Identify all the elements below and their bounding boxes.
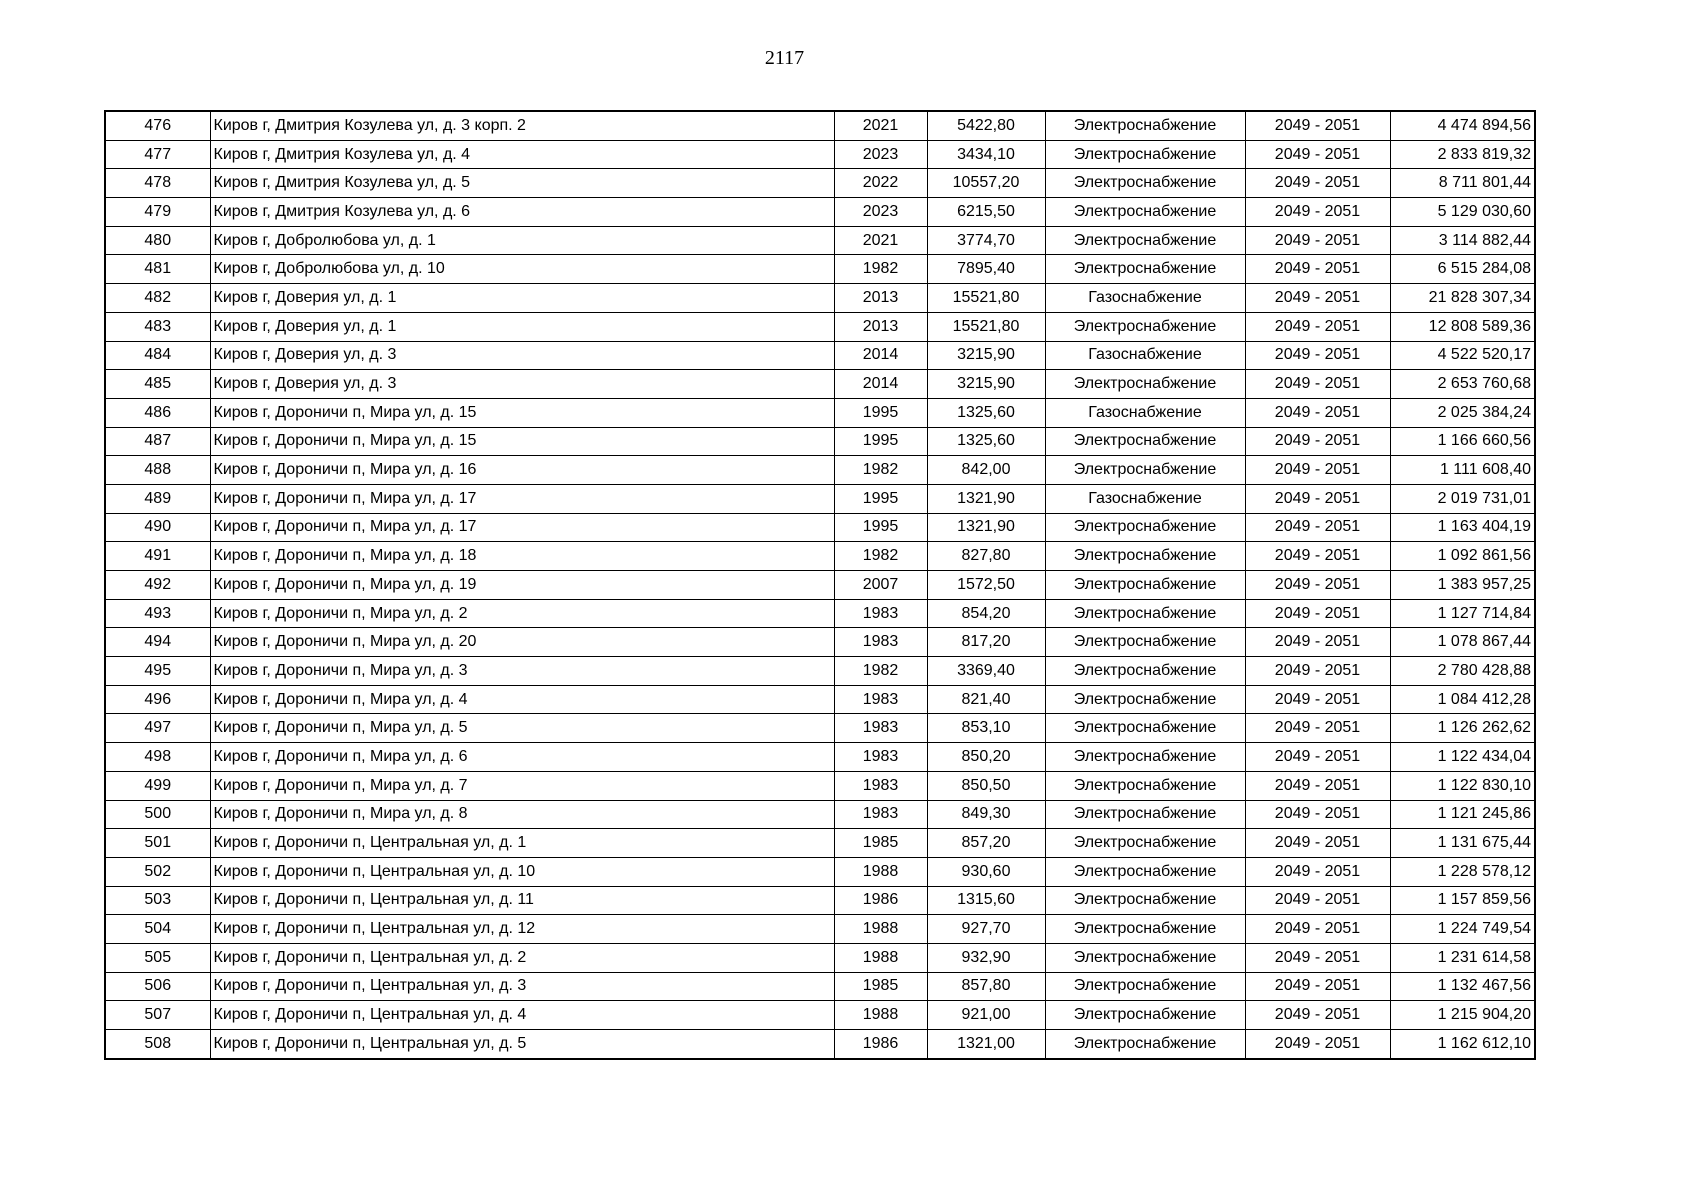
area-cell: 1321,90 <box>927 484 1045 513</box>
service-type-cell: Газоснабжение <box>1045 484 1245 513</box>
period-cell: 2049 - 2051 <box>1245 714 1390 743</box>
service-type-cell: Электроснабжение <box>1045 800 1245 829</box>
row-number-cell: 499 <box>105 771 210 800</box>
period-cell: 2049 - 2051 <box>1245 685 1390 714</box>
year-cell: 1983 <box>834 800 927 829</box>
service-type-cell: Электроснабжение <box>1045 513 1245 542</box>
period-cell: 2049 - 2051 <box>1245 571 1390 600</box>
service-type-cell: Электроснабжение <box>1045 198 1245 227</box>
address-cell: Киров г, Дороничи п, Мира ул, д. 7 <box>210 771 834 800</box>
table-row <box>105 370 1535 399</box>
year-cell: 1995 <box>834 427 927 456</box>
area-cell: 930,60 <box>927 857 1045 886</box>
area-cell: 817,20 <box>927 628 1045 657</box>
period-cell: 2049 - 2051 <box>1245 169 1390 198</box>
year-cell: 1985 <box>834 972 927 1001</box>
table-row <box>105 771 1535 800</box>
cost-cell: 1 111 608,40 <box>1390 456 1535 485</box>
cost-cell: 1 131 675,44 <box>1390 829 1535 858</box>
table-row <box>105 484 1535 513</box>
service-type-cell: Электроснабжение <box>1045 571 1245 600</box>
period-cell: 2049 - 2051 <box>1245 943 1390 972</box>
address-cell: Киров г, Дороничи п, Центральная ул, д. 12 <box>210 915 834 944</box>
area-cell: 3215,90 <box>927 370 1045 399</box>
period-cell: 2049 - 2051 <box>1245 255 1390 284</box>
cost-cell: 1 383 957,25 <box>1390 571 1535 600</box>
period-cell: 2049 - 2051 <box>1245 140 1390 169</box>
service-type-cell: Электроснабжение <box>1045 943 1245 972</box>
cost-cell: 1 215 904,20 <box>1390 1001 1535 1030</box>
period-cell: 2049 - 2051 <box>1245 542 1390 571</box>
period-cell: 2049 - 2051 <box>1245 628 1390 657</box>
period-cell: 2049 - 2051 <box>1245 972 1390 1001</box>
row-number-cell: 485 <box>105 370 210 399</box>
address-cell: Киров г, Дороничи п, Мира ул, д. 17 <box>210 513 834 542</box>
area-cell: 1321,90 <box>927 513 1045 542</box>
year-cell: 2021 <box>834 111 927 140</box>
area-cell: 1321,00 <box>927 1030 1045 1059</box>
service-type-cell: Электроснабжение <box>1045 857 1245 886</box>
address-cell: Киров г, Дороничи п, Мира ул, д. 15 <box>210 398 834 427</box>
service-type-cell: Электроснабжение <box>1045 456 1245 485</box>
table-row <box>105 169 1535 198</box>
cost-cell: 12 808 589,36 <box>1390 312 1535 341</box>
table-row <box>105 915 1535 944</box>
service-type-cell: Электроснабжение <box>1045 886 1245 915</box>
address-cell: Киров г, Доверия ул, д. 3 <box>210 370 834 399</box>
area-cell: 842,00 <box>927 456 1045 485</box>
service-type-cell: Электроснабжение <box>1045 312 1245 341</box>
row-number-cell: 483 <box>105 312 210 341</box>
period-cell: 2049 - 2051 <box>1245 484 1390 513</box>
page-number: 2117 <box>764 47 805 69</box>
year-cell: 1983 <box>834 714 927 743</box>
area-cell: 1572,50 <box>927 571 1045 600</box>
buildings-table <box>104 110 1536 1060</box>
table-row <box>105 857 1535 886</box>
area-cell: 3215,90 <box>927 341 1045 370</box>
year-cell: 2021 <box>834 226 927 255</box>
area-cell: 849,30 <box>927 800 1045 829</box>
service-type-cell: Электроснабжение <box>1045 743 1245 772</box>
period-cell: 2049 - 2051 <box>1245 657 1390 686</box>
period-cell: 2049 - 2051 <box>1245 312 1390 341</box>
cost-cell: 1 132 467,56 <box>1390 972 1535 1001</box>
period-cell: 2049 - 2051 <box>1245 886 1390 915</box>
table-row <box>105 226 1535 255</box>
year-cell: 2013 <box>834 312 927 341</box>
service-type-cell: Электроснабжение <box>1045 140 1245 169</box>
area-cell: 853,10 <box>927 714 1045 743</box>
year-cell: 1982 <box>834 255 927 284</box>
period-cell: 2049 - 2051 <box>1245 284 1390 313</box>
service-type-cell: Электроснабжение <box>1045 657 1245 686</box>
cost-cell: 21 828 307,34 <box>1390 284 1535 313</box>
period-cell: 2049 - 2051 <box>1245 427 1390 456</box>
address-cell: Киров г, Дмитрия Козулева ул, д. 5 <box>210 169 834 198</box>
service-type-cell: Электроснабжение <box>1045 542 1245 571</box>
period-cell: 2049 - 2051 <box>1245 915 1390 944</box>
period-cell: 2049 - 2051 <box>1245 800 1390 829</box>
cost-cell: 1 162 612,10 <box>1390 1030 1535 1059</box>
row-number-cell: 488 <box>105 456 210 485</box>
table-row <box>105 284 1535 313</box>
row-number-cell: 476 <box>105 111 210 140</box>
table-row <box>105 255 1535 284</box>
address-cell: Киров г, Доверия ул, д. 1 <box>210 312 834 341</box>
year-cell: 1982 <box>834 542 927 571</box>
row-number-cell: 478 <box>105 169 210 198</box>
service-type-cell: Электроснабжение <box>1045 714 1245 743</box>
row-number-cell: 487 <box>105 427 210 456</box>
table-row <box>105 571 1535 600</box>
cost-cell: 1 166 660,56 <box>1390 427 1535 456</box>
area-cell: 15521,80 <box>927 284 1045 313</box>
cost-cell: 2 025 384,24 <box>1390 398 1535 427</box>
cost-cell: 3 114 882,44 <box>1390 226 1535 255</box>
cost-cell: 1 127 714,84 <box>1390 599 1535 628</box>
address-cell: Киров г, Дороничи п, Мира ул, д. 4 <box>210 685 834 714</box>
area-cell: 921,00 <box>927 1001 1045 1030</box>
address-cell: Киров г, Дмитрия Козулева ул, д. 3 корп. 2 <box>210 111 834 140</box>
table-row <box>105 111 1535 140</box>
row-number-cell: 497 <box>105 714 210 743</box>
row-number-cell: 479 <box>105 198 210 227</box>
period-cell: 2049 - 2051 <box>1245 857 1390 886</box>
cost-cell: 1 122 434,04 <box>1390 743 1535 772</box>
table-row <box>105 312 1535 341</box>
service-type-cell: Электроснабжение <box>1045 427 1245 456</box>
address-cell: Киров г, Доверия ул, д. 3 <box>210 341 834 370</box>
row-number-cell: 504 <box>105 915 210 944</box>
row-number-cell: 480 <box>105 226 210 255</box>
table-row <box>105 628 1535 657</box>
area-cell: 857,80 <box>927 972 1045 1001</box>
service-type-cell: Электроснабжение <box>1045 628 1245 657</box>
service-type-cell: Электроснабжение <box>1045 972 1245 1001</box>
year-cell: 1995 <box>834 484 927 513</box>
cost-cell: 1 092 861,56 <box>1390 542 1535 571</box>
table-row <box>105 743 1535 772</box>
row-number-cell: 493 <box>105 599 210 628</box>
row-number-cell: 506 <box>105 972 210 1001</box>
row-number-cell: 503 <box>105 886 210 915</box>
area-cell: 7895,40 <box>927 255 1045 284</box>
service-type-cell: Электроснабжение <box>1045 685 1245 714</box>
row-number-cell: 500 <box>105 800 210 829</box>
area-cell: 3774,70 <box>927 226 1045 255</box>
cost-cell: 2 019 731,01 <box>1390 484 1535 513</box>
year-cell: 1982 <box>834 657 927 686</box>
row-number-cell: 507 <box>105 1001 210 1030</box>
service-type-cell: Электроснабжение <box>1045 1030 1245 1059</box>
area-cell: 1325,60 <box>927 398 1045 427</box>
table-row <box>105 513 1535 542</box>
period-cell: 2049 - 2051 <box>1245 341 1390 370</box>
table-row <box>105 427 1535 456</box>
address-cell: Киров г, Дороничи п, Мира ул, д. 3 <box>210 657 834 686</box>
row-number-cell: 505 <box>105 943 210 972</box>
address-cell: Киров г, Дороничи п, Центральная ул, д. 4 <box>210 1001 834 1030</box>
area-cell: 1315,60 <box>927 886 1045 915</box>
year-cell: 1983 <box>834 743 927 772</box>
period-cell: 2049 - 2051 <box>1245 398 1390 427</box>
row-number-cell: 477 <box>105 140 210 169</box>
period-cell: 2049 - 2051 <box>1245 513 1390 542</box>
year-cell: 1983 <box>834 628 927 657</box>
table-row <box>105 599 1535 628</box>
address-cell: Киров г, Дороничи п, Мира ул, д. 18 <box>210 542 834 571</box>
year-cell: 1995 <box>834 513 927 542</box>
period-cell: 2049 - 2051 <box>1245 198 1390 227</box>
row-number-cell: 492 <box>105 571 210 600</box>
year-cell: 1988 <box>834 857 927 886</box>
address-cell: Киров г, Дороничи п, Центральная ул, д. 2 <box>210 943 834 972</box>
cost-cell: 1 078 867,44 <box>1390 628 1535 657</box>
table-row <box>105 398 1535 427</box>
table-row <box>105 972 1535 1001</box>
table-row <box>105 685 1535 714</box>
row-number-cell: 491 <box>105 542 210 571</box>
row-number-cell: 502 <box>105 857 210 886</box>
year-cell: 1995 <box>834 398 927 427</box>
year-cell: 1988 <box>834 915 927 944</box>
table-row <box>105 1001 1535 1030</box>
row-number-cell: 484 <box>105 341 210 370</box>
period-cell: 2049 - 2051 <box>1245 743 1390 772</box>
address-cell: Киров г, Дороничи п, Центральная ул, д. 11 <box>210 886 834 915</box>
period-cell: 2049 - 2051 <box>1245 111 1390 140</box>
area-cell: 827,80 <box>927 542 1045 571</box>
year-cell: 1988 <box>834 1001 927 1030</box>
cost-cell: 6 515 284,08 <box>1390 255 1535 284</box>
area-cell: 3434,10 <box>927 140 1045 169</box>
table-row <box>105 800 1535 829</box>
period-cell: 2049 - 2051 <box>1245 1030 1390 1059</box>
address-cell: Киров г, Дороничи п, Мира ул, д. 6 <box>210 743 834 772</box>
address-cell: Киров г, Дмитрия Козулева ул, д. 6 <box>210 198 834 227</box>
service-type-cell: Электроснабжение <box>1045 829 1245 858</box>
area-cell: 850,20 <box>927 743 1045 772</box>
area-cell: 5422,80 <box>927 111 1045 140</box>
cost-cell: 1 122 830,10 <box>1390 771 1535 800</box>
table-row <box>105 657 1535 686</box>
service-type-cell: Электроснабжение <box>1045 771 1245 800</box>
address-cell: Киров г, Дороничи п, Мира ул, д. 5 <box>210 714 834 743</box>
cost-cell: 5 129 030,60 <box>1390 198 1535 227</box>
address-cell: Киров г, Доверия ул, д. 1 <box>210 284 834 313</box>
table-row <box>105 341 1535 370</box>
area-cell: 821,40 <box>927 685 1045 714</box>
table-row <box>105 140 1535 169</box>
address-cell: Киров г, Дороничи п, Центральная ул, д. 10 <box>210 857 834 886</box>
service-type-cell: Газоснабжение <box>1045 341 1245 370</box>
table-row <box>105 456 1535 485</box>
row-number-cell: 495 <box>105 657 210 686</box>
address-cell: Киров г, Дороничи п, Центральная ул, д. 3 <box>210 972 834 1001</box>
area-cell: 850,50 <box>927 771 1045 800</box>
area-cell: 6215,50 <box>927 198 1045 227</box>
address-cell: Киров г, Добролюбова ул, д. 10 <box>210 255 834 284</box>
address-cell: Киров г, Дмитрия Козулева ул, д. 4 <box>210 140 834 169</box>
area-cell: 3369,40 <box>927 657 1045 686</box>
service-type-cell: Газоснабжение <box>1045 398 1245 427</box>
cost-cell: 1 163 404,19 <box>1390 513 1535 542</box>
row-number-cell: 486 <box>105 398 210 427</box>
cost-cell: 1 231 614,58 <box>1390 943 1535 972</box>
address-cell: Киров г, Дороничи п, Мира ул, д. 8 <box>210 800 834 829</box>
year-cell: 2022 <box>834 169 927 198</box>
area-cell: 15521,80 <box>927 312 1045 341</box>
cost-cell: 2 833 819,32 <box>1390 140 1535 169</box>
service-type-cell: Электроснабжение <box>1045 111 1245 140</box>
cost-cell: 1 126 262,62 <box>1390 714 1535 743</box>
address-cell: Киров г, Дороничи п, Мира ул, д. 19 <box>210 571 834 600</box>
address-cell: Киров г, Дороничи п, Мира ул, д. 16 <box>210 456 834 485</box>
cost-cell: 2 780 428,88 <box>1390 657 1535 686</box>
service-type-cell: Электроснабжение <box>1045 226 1245 255</box>
table-row <box>105 714 1535 743</box>
year-cell: 2013 <box>834 284 927 313</box>
service-type-cell: Электроснабжение <box>1045 255 1245 284</box>
address-cell: Киров г, Дороничи п, Центральная ул, д. 1 <box>210 829 834 858</box>
row-number-cell: 490 <box>105 513 210 542</box>
year-cell: 1988 <box>834 943 927 972</box>
table-body <box>105 111 1535 1059</box>
service-type-cell: Электроснабжение <box>1045 169 1245 198</box>
area-cell: 927,70 <box>927 915 1045 944</box>
area-cell: 857,20 <box>927 829 1045 858</box>
year-cell: 1982 <box>834 456 927 485</box>
period-cell: 2049 - 2051 <box>1245 599 1390 628</box>
cost-cell: 8 711 801,44 <box>1390 169 1535 198</box>
table-row <box>105 542 1535 571</box>
cost-cell: 4 522 520,17 <box>1390 341 1535 370</box>
period-cell: 2049 - 2051 <box>1245 1001 1390 1030</box>
cost-cell: 1 224 749,54 <box>1390 915 1535 944</box>
address-cell: Киров г, Дороничи п, Центральная ул, д. 5 <box>210 1030 834 1059</box>
year-cell: 1983 <box>834 599 927 628</box>
period-cell: 2049 - 2051 <box>1245 226 1390 255</box>
year-cell: 2014 <box>834 370 927 399</box>
row-number-cell: 501 <box>105 829 210 858</box>
table-row <box>105 198 1535 227</box>
cost-cell: 1 121 245,86 <box>1390 800 1535 829</box>
row-number-cell: 494 <box>105 628 210 657</box>
period-cell: 2049 - 2051 <box>1245 456 1390 485</box>
row-number-cell: 482 <box>105 284 210 313</box>
year-cell: 1985 <box>834 829 927 858</box>
year-cell: 1983 <box>834 771 927 800</box>
service-type-cell: Электроснабжение <box>1045 1001 1245 1030</box>
cost-cell: 1 084 412,28 <box>1390 685 1535 714</box>
service-type-cell: Электроснабжение <box>1045 915 1245 944</box>
year-cell: 2023 <box>834 198 927 227</box>
year-cell: 2023 <box>834 140 927 169</box>
year-cell: 1983 <box>834 685 927 714</box>
cost-cell: 4 474 894,56 <box>1390 111 1535 140</box>
cost-cell: 2 653 760,68 <box>1390 370 1535 399</box>
address-cell: Киров г, Дороничи п, Мира ул, д. 15 <box>210 427 834 456</box>
row-number-cell: 481 <box>105 255 210 284</box>
year-cell: 2014 <box>834 341 927 370</box>
cost-cell: 1 157 859,56 <box>1390 886 1535 915</box>
row-number-cell: 496 <box>105 685 210 714</box>
period-cell: 2049 - 2051 <box>1245 771 1390 800</box>
area-cell: 854,20 <box>927 599 1045 628</box>
service-type-cell: Электроснабжение <box>1045 370 1245 399</box>
row-number-cell: 489 <box>105 484 210 513</box>
row-number-cell: 508 <box>105 1030 210 1059</box>
area-cell: 10557,20 <box>927 169 1045 198</box>
address-cell: Киров г, Дороничи п, Мира ул, д. 17 <box>210 484 834 513</box>
period-cell: 2049 - 2051 <box>1245 370 1390 399</box>
address-cell: Киров г, Дороничи п, Мира ул, д. 2 <box>210 599 834 628</box>
year-cell: 1986 <box>834 886 927 915</box>
table-row <box>105 943 1535 972</box>
table-row <box>105 829 1535 858</box>
area-cell: 932,90 <box>927 943 1045 972</box>
year-cell: 1986 <box>834 1030 927 1059</box>
table-row <box>105 1030 1535 1059</box>
address-cell: Киров г, Дороничи п, Мира ул, д. 20 <box>210 628 834 657</box>
service-type-cell: Газоснабжение <box>1045 284 1245 313</box>
period-cell: 2049 - 2051 <box>1245 829 1390 858</box>
year-cell: 2007 <box>834 571 927 600</box>
table-row <box>105 886 1535 915</box>
cost-cell: 1 228 578,12 <box>1390 857 1535 886</box>
area-cell: 1325,60 <box>927 427 1045 456</box>
address-cell: Киров г, Добролюбова ул, д. 1 <box>210 226 834 255</box>
row-number-cell: 498 <box>105 743 210 772</box>
service-type-cell: Электроснабжение <box>1045 599 1245 628</box>
